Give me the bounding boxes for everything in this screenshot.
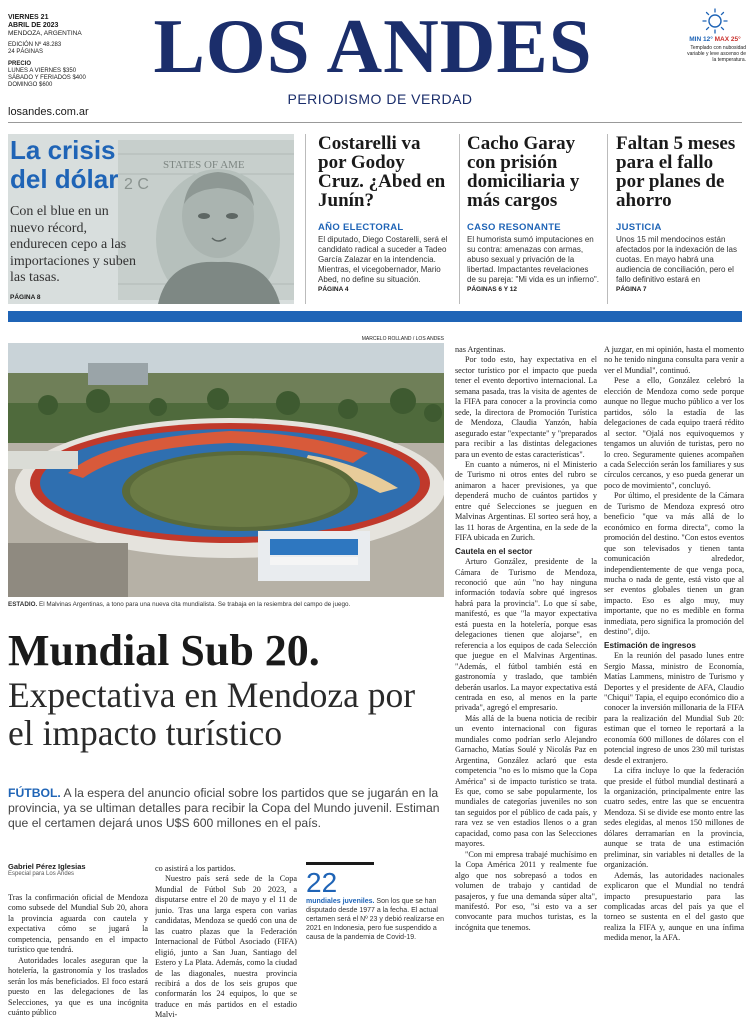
teaser-page-ref: PÁGINA 4 [318,286,349,293]
article-paragraph: En la reunión del pasado lunes entre Sergio Massa, ministro de Economía, Matías Lammens, ministro de Turismo y Deportes y el presidente de AFA, Claudio "Chiqui" Tapia, el equipo económico dio a conocer la inversión millonaria de la FIFA para la realización del Mundial Sub 20: estiman que el torneo le reportará a la economía 600 millones de dólares con el potencial ingreso de unos 230 mil turistas desde el extranjero. [604,651,744,765]
dollar-body: Con el blue en un nuevo récord, endurecen cepo a las importaciones y suben las tasas. [10,204,136,285]
website-link[interactable]: losandes.com.ar [8,106,89,118]
article-paragraph: En cuanto a números, ni el Ministerio de Turismo ni otros entes del rubro se animaron a hacer previsiones, ya que dependerá mucho de cuántos partidos y entre qué Selecciones se jueguen en Malvinas Argentinas. El sorteo será hoy, a las 11 horas de Argentina, en la sede de la FIFA ubicada en Zurich. [455,459,597,543]
stat-label: mundiales juveniles. [306,898,375,905]
article-paragraph: La cifra incluye lo que la federación que preside el fútbol mundial destinará a la organización, principalmente entre las cuatro sedes, entre las que se encuentra Mendoza. Si se divide ese monto entre las sedes elegidas, al menos 150 millones de dólares derramarían en la provincia, aunque se trata de una estimación preliminar, sin variables ni detalles de la organización. [604,766,744,870]
photo-credit: MARCELO ROLLAND / LOS ANDES [361,336,444,342]
dek-text: A la espera del anuncio oficial sobre los partidos que se jugarán en la provincia, ya se ultiman detalles para recibir la Copa del Mundo juvenil. Estiman que el certamen dejará unos U$S 600 millones en el país. [8,786,440,830]
svg-text:STATES OF AME: STATES OF AME [163,159,245,171]
article-paragraph: A juzgar, en mi opinión, hasta el momento no he tenido ninguna consulta para venir a ver el Mundial", continuó. [604,345,744,375]
stadium-photo[interactable] [8,343,444,597]
edition-info [8,14,108,89]
stat-description: Son los que se han disputado desde 1977 a la fecha. El actual certamen será el Nº 23 y debió realizarse en 2021 en Indonesia, pero fue suspendido a causa de la pandemia de Covid-19. [306,898,444,941]
stat-text-block [306,897,444,942]
article-col-1 [8,893,148,1033]
teaser-divider [459,134,460,304]
article-paragraph: Nuestro país será sede de la Copa Mundial de Fútbol Sub 20 2023, a disputarse entre el 20 de mayo y el 11 de junio. Tras una larga espera con varias candidatas, Mendoza se quedó con una de las cuatro plazas que la Federación Internacional de Fútbol Asociado (FIFA) eligió, junto a San Juan, Santiago del Estero y La Plata. Además, como la ciudad de las diagonales, nuestra provincia recibirá a dos de los seis grupos que conformarán los 24 equipos, lo que se traduce en más partidos en el estadio Malvi- [155,874,297,1020]
main-headline[interactable]: Mundial Sub 20. [8,626,320,675]
teaser-kicker: CASO RESONANTE [467,222,561,233]
date-line1: VIERNES 21 [8,14,49,21]
price-label: PRECIO [8,61,32,67]
article-paragraph: Tras la confirmación oficial de Mendoza como subsede del Mundial Sub 20, ahora la provincia aguarda con cautela y expectativa cómo se jugará la competencia, pensando en el impacto turístico que tendrá. [8,893,148,955]
author-name: Gabriel Pérez Iglesias [8,862,86,871]
edition-number: EDICIÓN Nº 48.283 [8,42,62,48]
article-col-4 [604,345,744,1033]
teaser-title: Costarelli va por Godoy Cruz. ¿Abed en Junín? [318,133,446,211]
stat-rule [306,862,374,865]
teaser-kicker: AÑO ELECTORAL [318,222,404,233]
weather-min: MIN 12° [689,36,713,43]
article-paragraph: Pese a ello, González celebró la elección de Mendoza como sede porque aunque no llegue mucho público a ver los partidos, sólo la estadía de las delegaciones de cada equipo traerá rédito al sector. "Ojalá nos equivoquemos y tengamos un aluvión de turistas, pero no lo creo. Seguramente quienes acompañen a cada Selección serán los familiares y sus círculos cercanos, y eso pueda generar un poco de movimiento", concluyó. [604,376,744,490]
masthead-logo: LOS ANDES [153,3,593,89]
article-paragraph: Autoridades locales aseguran que la hotelería, la gastronomía y los traslados serán los más beneficiados. El foco estará puesto en las delegaciones de las Selecciones, ya que es una incógnita cuánto público [8,955,148,1017]
article-paragraph: Por último, el presidente de la Cámara de Turismo de Mendoza expresó otro beneficio "que va más allá de lo económico en forma directa", como la promoción del destino. "Con estos eventos que son televisados y tienen tanta comunicación alrededor, independientemente de que venga poca, mucha o nada de gente, está visto que al ser eventos globales tienen un gran impacto. Eso es algo muy, muy importante, que no es medible en forma inmediata, pero significa la promoción del destino", dijo. [604,491,744,637]
teaser-cacho-garay[interactable] [467,134,599,293]
stat-box [306,862,444,942]
section-rule [8,311,742,322]
teaser-divider [305,134,306,304]
main-dek [8,786,450,831]
dollar-page-ref: PÁGINA 8 [10,294,41,301]
teaser-body: El humorista sumó imputaciones en su contra: amenazas con armas, abuso sexual y privación de la libertad. Impactantes revelaciones de su pareja: "Mi vida es un infierno". [467,235,599,284]
teaser-page-ref: PÁGINAS 6 Y 12 [467,286,517,293]
teaser-title: Faltan 5 meses para el fallo por planes de ahorro [616,133,736,211]
teaser-planes-ahorro[interactable] [616,134,744,293]
article-subheading: Cautela en el sector [455,546,533,556]
article-paragraph: Además, las autoridades nacionales explicaron que el Mundial no tendrá impacto presupuestario para las complicadas arcas del país ya que el torneo se sustenta en el del gasto que realiza la FIFA y, aunque en una ínfima medida menor, la AFA. [604,870,744,943]
article-paragraph: co asistirá a los partidos. [155,864,236,873]
photo-caption-text: El Malvinas Argentinas, a tono para una nueva cita mundialista. Se trabaja en la resiembra del campo de juego. [39,601,351,608]
author-role: Especial para Los Andes [8,871,75,877]
city: MENDOZA, ARGENTINA [8,30,82,37]
weather-max: MAX 25° [714,36,741,43]
price-weekday: LUNES A VIERNES $350 [8,68,77,74]
sun-icon [700,8,730,34]
article-paragraph: "Con mi empresa trabajé muchísimo en la Copa América 2011 y realmente fue algo que nos sobrepasó a todos en volumen de trabajo y cantidad de pasajeros, y fue una demanda súper alta", manifestó. Por eso, "si esto va a ser convocante para muchos turistas, es la incógnita que tenemos. [455,849,597,932]
date-line2: ABRIL DE 2023 [8,22,59,29]
article-paragraph: Arturo González, presidente de la Cámara de Turismo de Mendoza, reconoció que aún "no hay ninguna información todavía sobre qué ingresos habrá para la provincia". Lo que sí sabe, manifestó, es que "la mayor expectativa está puesta en la hotelería, porque esas delegaciones tienen que alojarse", en referencia a los equipos de cada Selección que juegue en el Malvinas Argentinas. "Además, el fútbol también está en gastronomía y traslado, que también deberán usarlos. La mayor expectativa está centrada en eso, al menos en la parte privada", agregó el empresario. [455,557,597,713]
price-sunday: DOMINGO $600 [8,82,53,88]
svg-text:2 C: 2 C [124,176,149,193]
page-count: 24 PÁGINAS [8,49,44,55]
teaser-title: Cacho Garay con prisión domiciliaria y más cargos [467,133,580,211]
teaser-costarelli[interactable] [318,134,450,293]
teaser-divider [607,134,608,304]
weather-note: Templado con nubosidad variable y leve ascenso de la temperatura. [687,45,746,63]
slogan: PERIODISMO DE VERDAD [287,91,473,107]
header-divider [8,122,742,123]
article-paragraph: Por todo esto, hay expectativa en el sector turístico por el impacto que pueda tener el evento deportivo internacional. La semana pasada, tras la visita de agentes de la FIFA para conocer a la provincia como sede, la directora de Promoción Turística de Mendoza, Claudia Yanzón, había asegurado estar "expectante" y "preparados para recibir a las distintas delegaciones para un evento de estas características". [455,355,597,459]
teaser-kicker: JUSTICIA [616,222,662,233]
article-paragraph: nas Argentinas. [455,345,506,354]
main-subhead: Expectativa en Mendoza por el impacto turístico [8,675,416,753]
stat-number: 22 [306,867,338,898]
article-subheading: Estimación de ingresos [604,640,696,650]
article-col-2 [155,864,297,1032]
photo-caption [8,601,444,608]
byline [8,862,148,877]
teaser-page-ref: PÁGINA 7 [616,286,647,293]
weather-widget [684,8,746,63]
teaser-body: Unos 15 mil mendocinos están afectados por la indexación de las cuotas. En mayo habrá una audiencia de conciliación, pero el fallo definitivo estará en [616,235,737,284]
article-paragraph: Más allá de la buena noticia de recibir un evento internacional con figuras mundiales como podrían serlo Alejandro Garnacho, Matías Soulé y Nicolás Paz en Argentina, González aclaró que esta competencia "no es lo mismo que la Copa América" si de impacto turístico se trata. Es que, como se sabe popularmente, los mundiales de categorías juveniles no son tan seguidos por el público de cada país, y rara vez se ven estadios llenos o a gran capacidad, como pasa con las Selecciones mayores. [455,713,597,849]
article-col-3 [455,345,597,1033]
dollar-title-line1: La crisis [10,135,116,165]
dek-label: FÚTBOL. [8,786,61,800]
dollar-title-line2: del dólar [10,164,119,194]
stadium-illustration [8,343,444,597]
teaser-body: El diputado, Diego Costarelli, será el candidato radical a suceder a Tadeo García Zalazar en la intendencia. Mientras, el vicegobernador, Mario Abed, no define su situación. [318,235,448,284]
dollar-feature[interactable] [8,134,294,304]
photo-caption-label: ESTADIO. [8,601,38,608]
price-saturday: SÁBADO Y FERIADOS $400 [8,75,86,81]
